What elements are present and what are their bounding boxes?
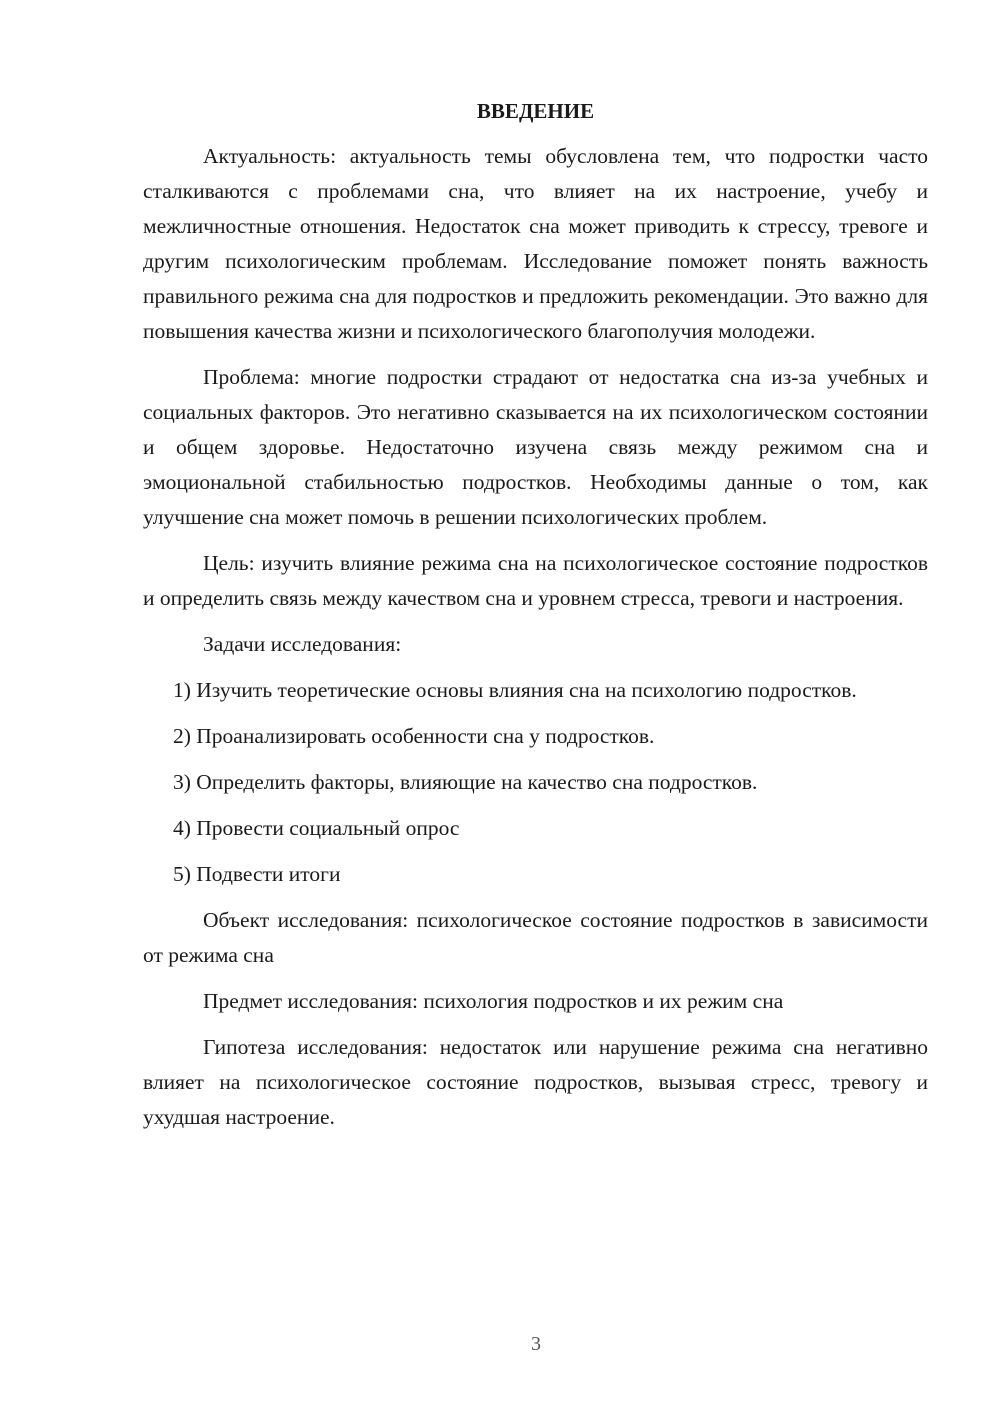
- task-item: 4) Провести социальный опрос: [173, 816, 460, 840]
- paragraph-tasks-heading: Задачи исследования:: [203, 632, 402, 656]
- page-title: ВВЕДЕНИЕ: [476, 99, 595, 123]
- paragraph-object: Объект исследования: психологическое состояние подростков в зависимости от режима сна: [143, 908, 928, 967]
- document-page: [143, 94, 928, 1146]
- paragraph-goal: Цель: изучить влияние режима сна на психологическое состояние подростков и определить связь между качеством сна и уровнем стресса, тревоги и настроения.: [143, 551, 928, 610]
- paragraph-relevance: Актуальность: актуальность темы обусловлена тем, что подростки часто сталкиваются с проблемами сна, что влияет на их настроение, учебу и межличностные отношения. Недостаток сна может приводить к стрессу, тревоге и другим психологическим проблемам. Исследование поможет понять важность правильного режима сна для подростков и предложить рекомендации. Это важно для повышения качества жизни и психологического благополучия молодежи.: [143, 144, 928, 343]
- paragraph-subject: Предмет исследования: психология подростков и их режим сна: [203, 989, 784, 1013]
- task-item: 2) Проанализировать особенности сна у подростков.: [173, 724, 655, 748]
- task-item: 3) Определить факторы, влияющие на качество сна подростков.: [173, 770, 758, 794]
- page-number: 3: [531, 1333, 541, 1355]
- task-item: 1) Изучить теоретические основы влияния сна на психологию подростков.: [173, 678, 857, 702]
- paragraph-problem: Проблема: многие подростки страдают от недостатка сна из-за учебных и социальных факторов. Это негативно сказывается на их психологическом состоянии и общем здоровье. Недостаточно изучена связь между режимом сна и эмоциональной стабильностью подростков. Необходимы данные о том, как улучшение сна может помочь в решении психологических проблем.: [143, 365, 928, 529]
- task-item: 5) Подвести итоги: [173, 862, 341, 886]
- paragraph-hypothesis: Гипотеза исследования: недостаток или нарушение режима сна негативно влияет на психологическое состояние подростков, вызывая стресс, тревогу и ухудшая настроение.: [143, 1035, 928, 1129]
